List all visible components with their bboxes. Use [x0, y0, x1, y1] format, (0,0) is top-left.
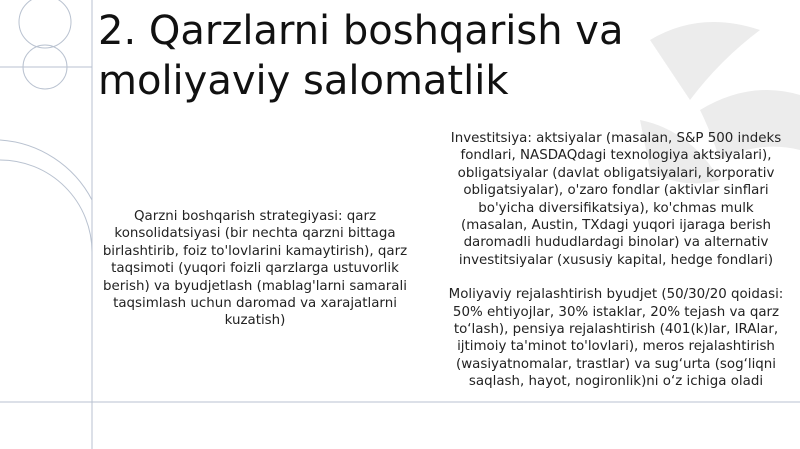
right-text-column	[445, 130, 787, 391]
outer-arc	[0, 140, 92, 200]
debt-management-paragraph: Qarzni boshqarish strategiyasi: qarz konsolidatsiyasi (bir nechta qarzni bittaga birlashtirib, foiz to'lovlarini kamaytirish), qarz taqsimoti (yuqori foizli qarzlarga ustuvorlik berish) va byudjetlash (mablag'larni samarali taqsimlash uchun daromad va xarajatlarni kuzatish)	[102, 209, 408, 329]
slide-title: 2. Qarzlarni boshqarish va moliyaviy salomatlik	[98, 8, 624, 104]
left-text-column	[95, 208, 415, 330]
financial-planning-paragraph: Moliyaviy rejalashtirish byudjet (50/30/20 qoidasi: 50% ehtiyojlar, 30% istaklar, 20% tejash va qarz to‘lash), pensiya rejalashtirish (401(k)lar, IRAlar, ijtimoiy ta'minot to'lovlari), meros rejalashtirish (wasiyatnomalar, trastlar) va sug‘urta (sog‘liqni saqlash, hayot, nogironlik)ni o‘z ichiga oladi	[448, 287, 784, 390]
large-arc	[0, 160, 92, 449]
top-circle-small	[19, 0, 71, 48]
investment-paragraph: Investitsiya: aktsiyalar (masalan, S&P 500 indeks fondlari, NASDAQdagi texnologiya aktsiyalari), obligatsiyalar (davlat obligatsiyalari, korporativ obligatsiyalar), o'zaro fondlar (aktivlar sinflari bo'yicha diversifikatsiya), ko'chmas mulk (masalan, Austin, TXdagi yuqori ijaraga berish daromadli hududlardagi binolar) va alternativ investitsiyalar (xususiy kapital, hedge fondlari)	[450, 131, 782, 268]
